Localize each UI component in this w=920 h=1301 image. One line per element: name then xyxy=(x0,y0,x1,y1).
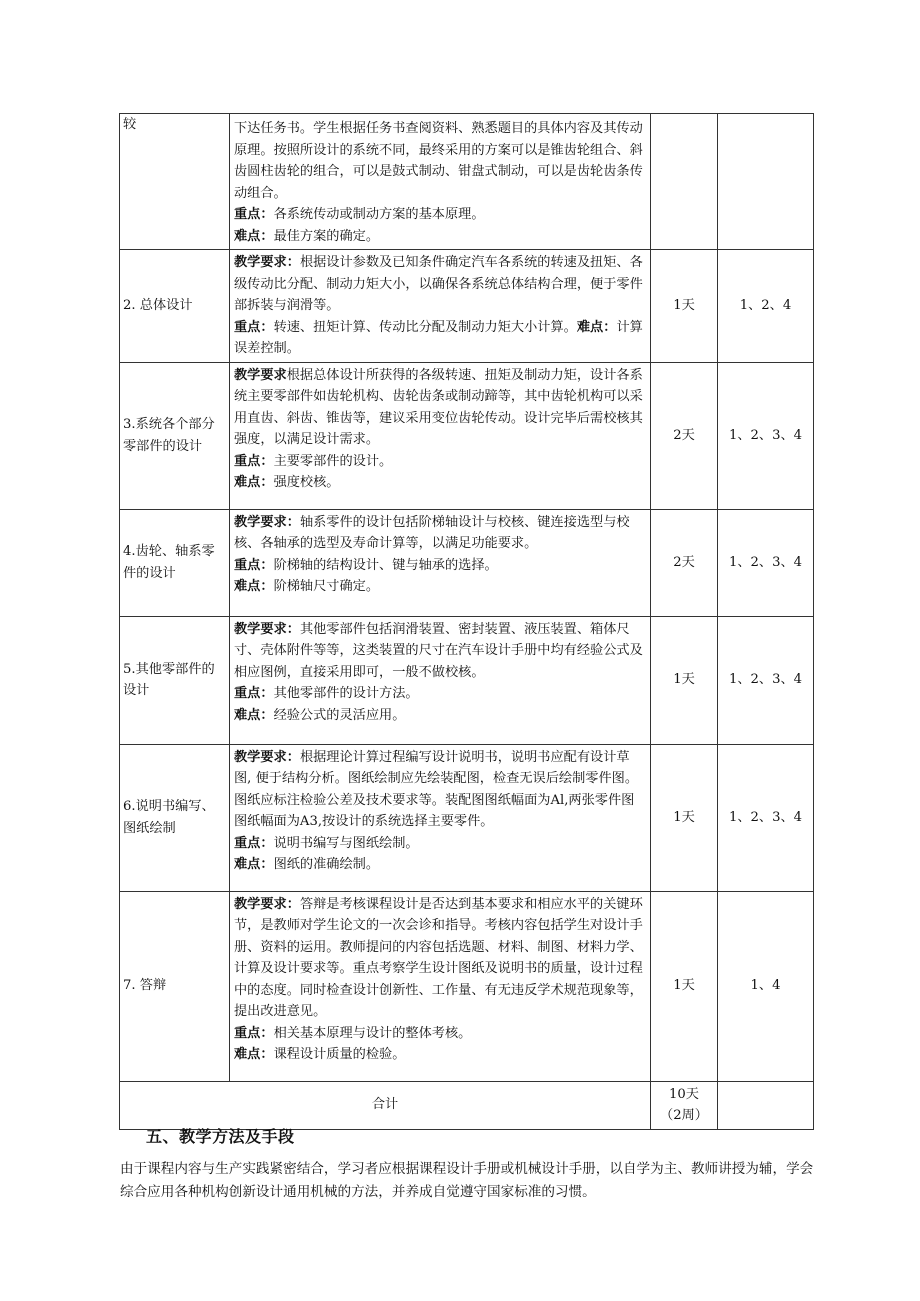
difficulty-text: 图纸的准确绘制。 xyxy=(273,857,380,872)
objectives-cell: 1、2、3、4 xyxy=(718,616,814,744)
total-label: 合计 xyxy=(120,1081,651,1129)
key-label: 重点： xyxy=(234,557,274,573)
course-schedule-table xyxy=(119,113,814,1130)
requirement-text: 根据总体设计所获得的各级转速、扭矩及制动力矩，设计各系统主要零部件如齿轮机构、齿轮齿条或制动蹄等，其中齿轮机构可以采用直齿、斜齿、锥齿等，建议采用变位齿轮传动。设计完毕后需校核其强度，以满足设计需求。 xyxy=(234,367,643,447)
key-text: 阶梯轴的结构设计、键与轴承的选择。 xyxy=(273,557,498,573)
topic-cell: 6.说明书编写、图纸绘制 xyxy=(120,744,230,891)
table-row xyxy=(120,250,814,363)
key-label: 重点： xyxy=(234,207,274,222)
description-cell xyxy=(230,616,651,744)
difficulty-text: 阶梯轴尺寸确定。 xyxy=(273,579,380,594)
topic-cell: 较 xyxy=(120,114,230,250)
section-body: 由于课程内容与生产实践紧密结合，学习者应根据课程设计手册或机械设计手册，以自学为主、教师讲授为辅，学会综合应用各种机构创新设计通用机械的方法，并养成自觉遵守国家标准的习惯。 xyxy=(120,1161,814,1200)
key-text: 说明书编写与图纸绘制。 xyxy=(273,835,419,851)
total-weeks: （2周） xyxy=(660,1108,708,1123)
topic-cell: 7. 答辩 xyxy=(120,891,230,1081)
table-row xyxy=(120,362,814,509)
key-label: 重点： xyxy=(234,1025,274,1041)
key-label: 重点： xyxy=(234,453,274,469)
difficulty-text: 计算误差控制。 xyxy=(234,319,643,356)
difficulty-label: 难点： xyxy=(234,228,274,244)
topic-cell: 3.系统各个部分零部件的设计 xyxy=(120,362,230,509)
description-cell xyxy=(230,891,651,1081)
hours-cell: 1天 xyxy=(651,250,718,363)
requirement-label: 教学要求： xyxy=(234,749,300,765)
key-label: 重点： xyxy=(234,319,274,335)
objectives-cell xyxy=(718,114,814,250)
hours-cell: 1天 xyxy=(651,744,718,891)
table-row xyxy=(120,616,814,744)
key-label: 重点： xyxy=(234,686,274,701)
description-cell xyxy=(230,744,651,891)
requirement-text: 答辩是考核课程设计是否达到基本要求和相应水平的关键环节，是教师对学生论文的一次会诊和指导。考核内容包括学生对设计手册、资料的运用。教师提问的内容包括选题、材料、制图、材料力学、计算及设计要求等。重点考察学生设计图纸及说明书的质量，设计过程中的态度。同时检查设计创新性、工作量、有无违反学术规范现象等，提出改进意见。 xyxy=(234,896,643,1019)
difficulty-text: 最佳方案的确定。 xyxy=(273,228,380,244)
topic-cell: 2. 总体设计 xyxy=(120,250,230,363)
requirement-text: 轴系零件的设计包括阶梯轴设计与校核、键连接选型与校核、各轴承的选型及寿命计算等，以满足功能要求。 xyxy=(234,514,630,551)
total-hours-cell xyxy=(651,1081,718,1129)
difficulty-label: 难点： xyxy=(234,857,274,872)
key-label: 重点： xyxy=(234,835,274,851)
objectives-cell: 1、2、3、4 xyxy=(718,362,814,509)
total-hours: 10天 xyxy=(669,1086,699,1102)
table-row xyxy=(120,744,814,891)
hours-cell: 2天 xyxy=(651,362,718,509)
objectives-cell: 1、2、3、4 xyxy=(718,744,814,891)
objectives-cell: 1、2、4 xyxy=(718,250,814,363)
topic-cell: 5.其他零部件的设计 xyxy=(120,616,230,744)
requirement-label: 教学要求： xyxy=(234,896,300,912)
requirement-label: 教学要求： xyxy=(234,514,300,530)
objectives-cell: 1、4 xyxy=(718,891,814,1081)
key-text: 相关基本原理与设计的整体考核。 xyxy=(273,1025,472,1041)
hours-cell: 1天 xyxy=(651,891,718,1081)
key-text: 转速、扭矩计算、传动比分配及制动力矩大小计算。 xyxy=(273,319,577,335)
hours-cell: 2天 xyxy=(651,509,718,616)
difficulty-label: 难点： xyxy=(234,1047,274,1062)
hours-cell xyxy=(651,114,718,250)
difficulty-text: 课程设计质量的检验。 xyxy=(273,1047,406,1062)
table-row xyxy=(120,114,814,250)
key-text: 各系统传动或制动方案的基本原理。 xyxy=(273,207,485,222)
difficulty-label: 难点： xyxy=(234,579,274,594)
difficulty-label: 难点： xyxy=(234,475,274,490)
requirement-text: 下达任务书。学生根据任务书查阅资料、熟悉题目的具体内容及其传动原理。按照所设计的系统不同，最终采用的方案可以是锥齿轮组合、斜齿圆柱齿轮的组合，可以是鼓式制动、钳盘式制动，可以是齿轮齿条传动组合。 xyxy=(234,121,643,201)
total-row xyxy=(120,1081,814,1129)
difficulty-label: 难点： xyxy=(234,707,274,723)
description-cell xyxy=(230,114,651,250)
description-cell xyxy=(230,509,651,616)
requirement-label: 教学要求： xyxy=(234,621,300,637)
hours-cell: 1天 xyxy=(651,616,718,744)
requirement-label: 教学要求 xyxy=(234,367,287,383)
key-text: 主要零部件的设计。 xyxy=(273,453,393,469)
requirement-label: 教学要求： xyxy=(234,255,300,270)
requirement-text: 其他零部件包括润滑装置、密封装置、液压装置、箱体尺寸、壳体附件等等，这类装置的尺寸在汽车设计手册中均有经验公式及相应图例，直接采用即可，一般不做校核。 xyxy=(234,621,643,680)
objectives-cell: 1、2、3、4 xyxy=(718,509,814,616)
total-objectives-cell xyxy=(718,1081,814,1129)
difficulty-text: 强度校核。 xyxy=(273,475,340,490)
description-cell xyxy=(230,362,651,509)
section-heading: 五、教学方法及手段 xyxy=(146,1127,295,1146)
table-row xyxy=(120,891,814,1081)
key-text: 其他零部件的设计方法。 xyxy=(273,686,419,701)
requirement-text: 根据设计参数及已知条件确定汽车各系统的转速及扭矩、各级传动比分配、制动力矩大小，以确保各系统总体结构合理，便于零件部拆装与润滑等。 xyxy=(234,255,643,313)
difficulty-label: 难点： xyxy=(576,319,617,335)
table-row xyxy=(120,509,814,616)
difficulty-text: 经验公式的灵活应用。 xyxy=(273,707,406,723)
requirement-text: 根据理论计算过程编写设计说明书，说明书应配有设计草图, 便于结构分析。图纸绘制应先绘装配图，检查无误后绘制零件图。图纸应标注检验公差及技术要求等。装配图图纸幅面为Al,两张零件图图纸幅面为A3,按设计的系统选择主要零件。 xyxy=(234,749,639,829)
topic-cell: 4.齿轮、轴系零件的设计 xyxy=(120,509,230,616)
description-cell xyxy=(230,250,651,363)
